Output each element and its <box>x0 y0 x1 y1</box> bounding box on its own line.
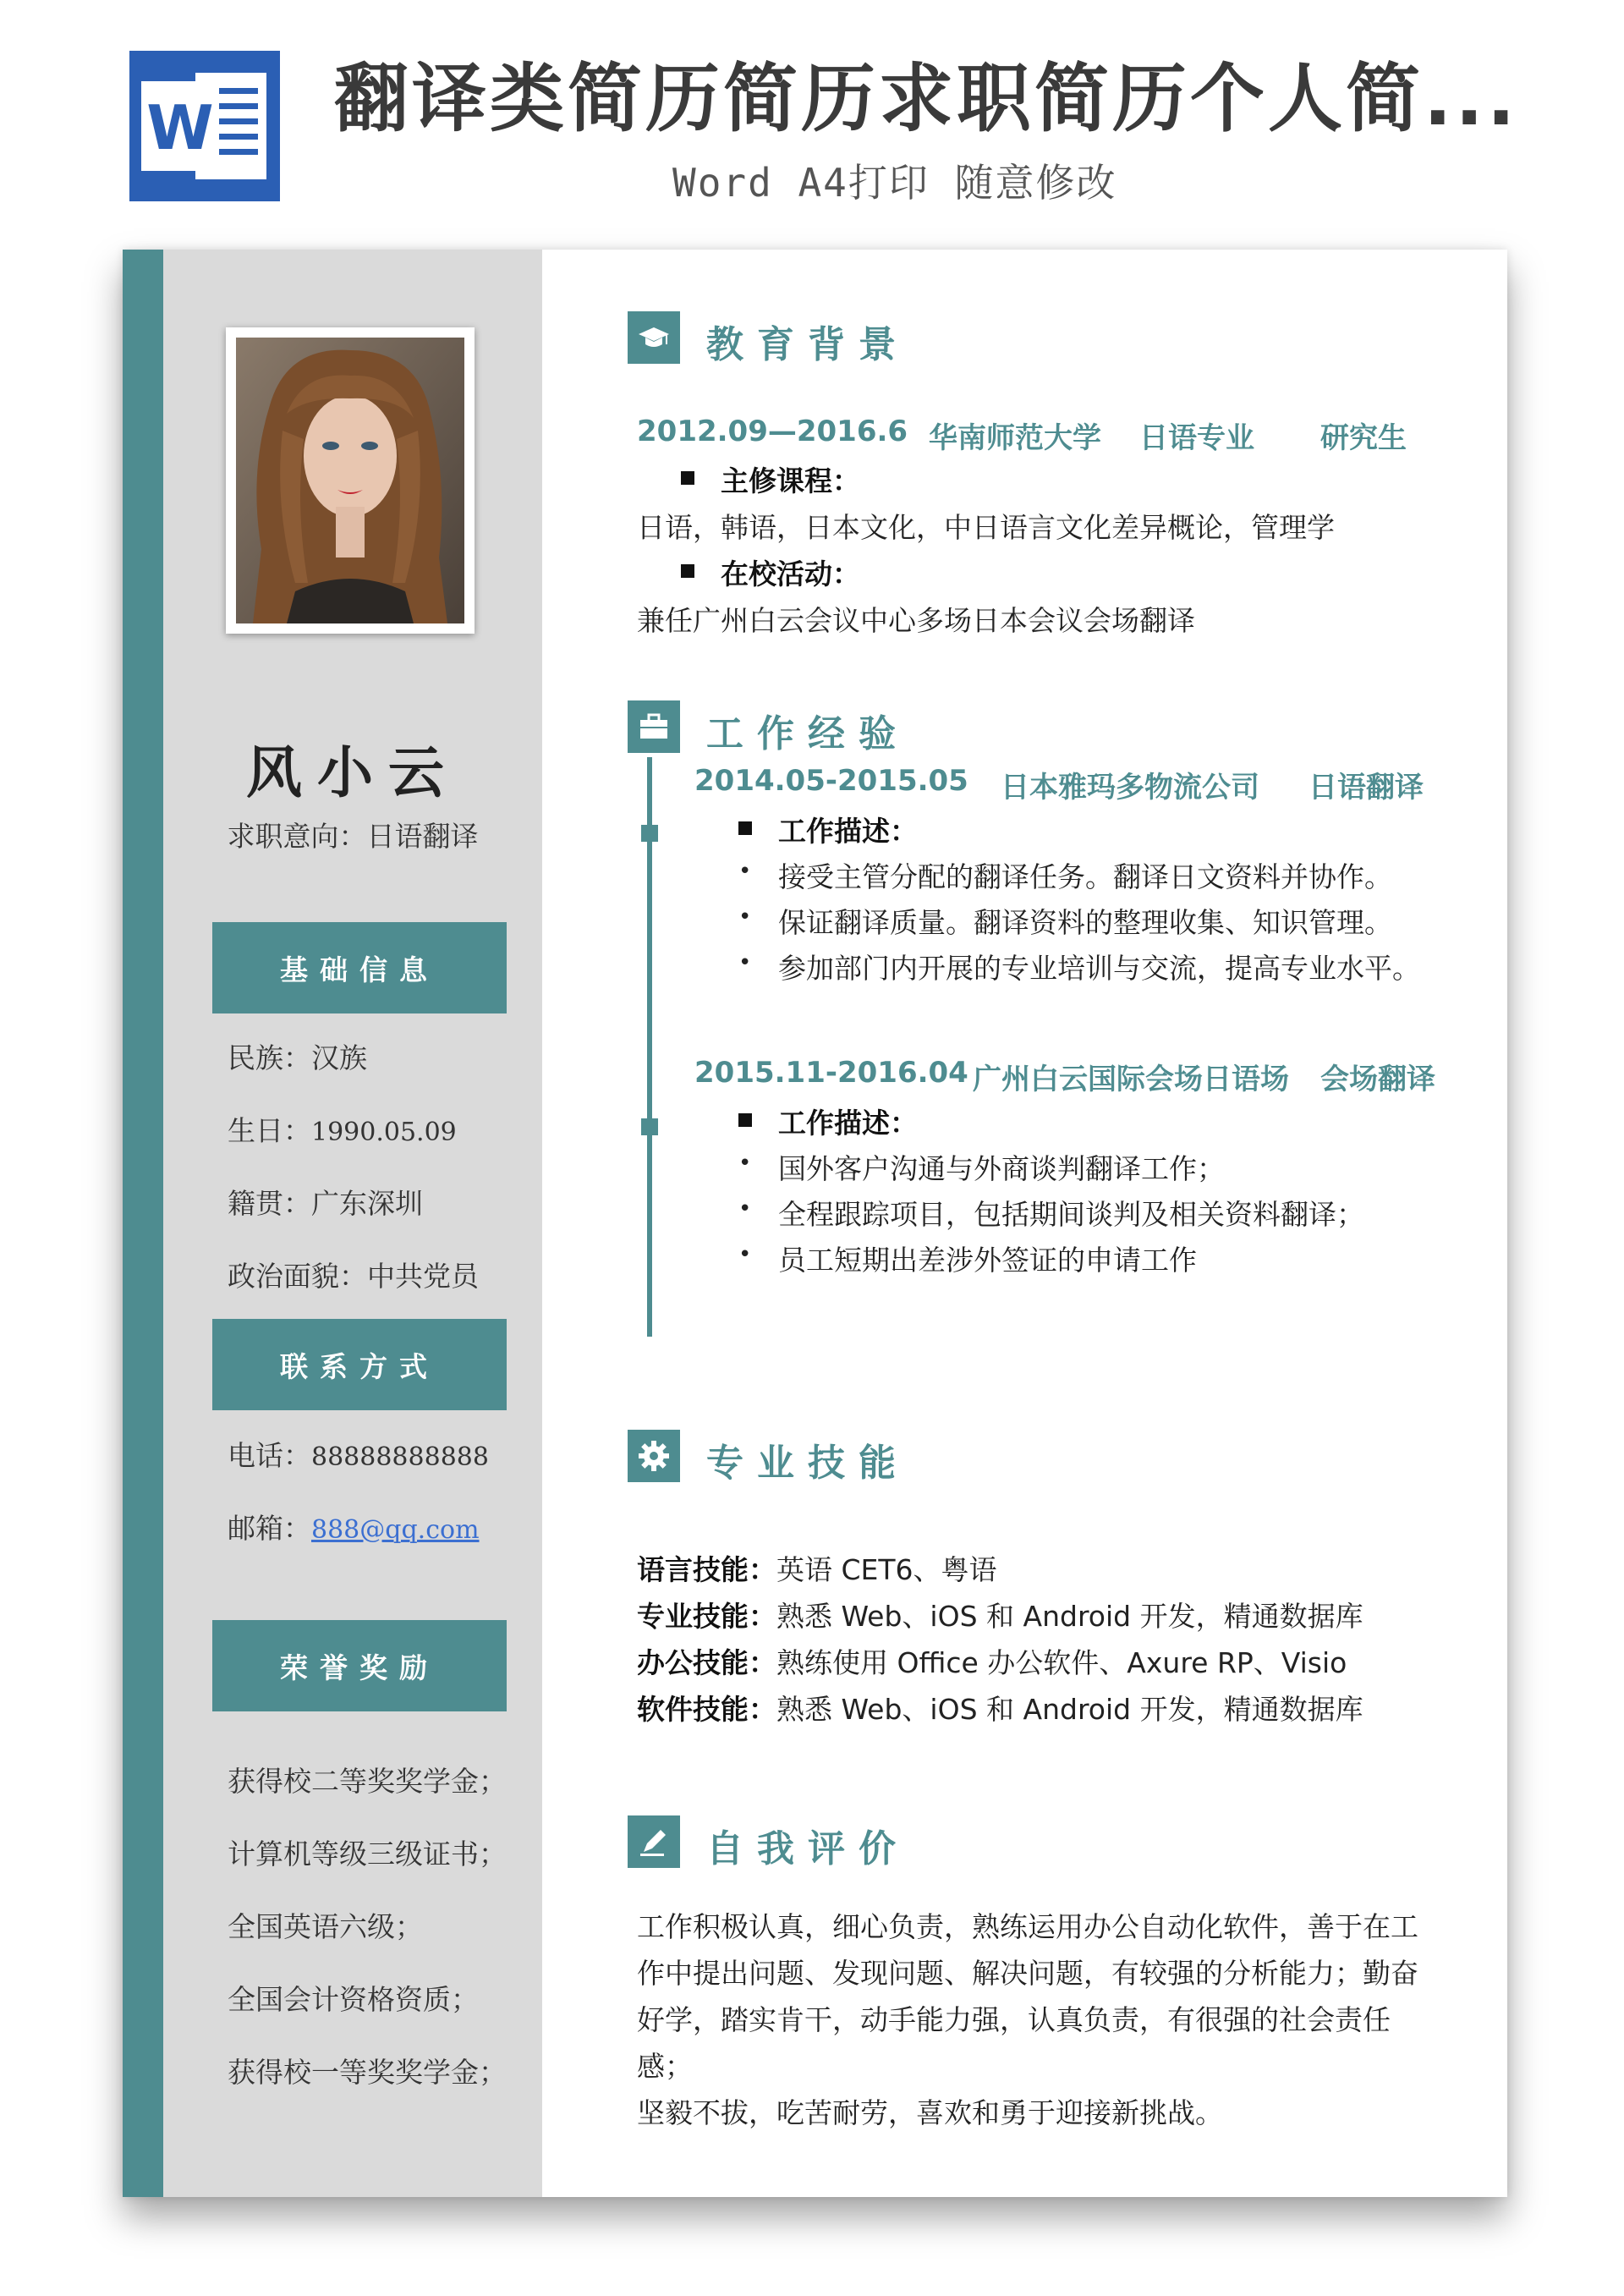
job-duty: 员工短期出差涉外签证的申请工作 <box>778 1244 1197 1277</box>
job-role: 会场翻译 <box>1320 1063 1435 1096</box>
birthday-label: 生日： <box>228 1114 311 1147</box>
basic-info-header: 基础信息 <box>212 922 507 1013</box>
courses-text: 日语，韩语，日本文化，中日语言文化差异概论，管理学 <box>637 511 1335 544</box>
education-period: 2012.09—2016.6 <box>637 415 908 448</box>
dot-bullet: • <box>738 1151 752 1176</box>
job-duty: 全程跟踪项目，包括期间谈判及相关资料翻译； <box>778 1198 1364 1231</box>
dot-bullet: • <box>738 1196 752 1222</box>
education-major: 日语专业 <box>1139 421 1254 455</box>
ethnicity: 民族：汉族 <box>228 1041 367 1074</box>
self-eval-line: 坚毅不拔，吃苦耐劳，喜欢和勇于迎接新挑战。 <box>637 2096 1223 2129</box>
skill-label: 专业技能： <box>637 1600 776 1633</box>
email <box>228 1507 480 1546</box>
phone <box>228 1434 489 1474</box>
honor-item: 计算机等级三级证书； <box>228 1837 507 1870</box>
skill-row <box>637 1595 1363 1634</box>
birthday <box>228 1109 457 1149</box>
education-school: 华南师范大学 <box>929 421 1101 455</box>
birthday-value: 1990.05.09 <box>311 1118 457 1147</box>
skills-title: 专业技能 <box>706 1442 909 1485</box>
document-subtitle: Word A4打印 随意修改 <box>672 160 1117 206</box>
skill-value: 熟悉 Web、iOS 和 Android 开发，精通数据库 <box>776 1600 1363 1633</box>
dot-bullet: • <box>738 859 752 884</box>
education-title: 教育背景 <box>706 323 909 366</box>
job-desc-label: 工作描述： <box>778 1107 918 1140</box>
political-status: 政治面貌：中共党员 <box>228 1260 479 1293</box>
candidate-name: 风小云 <box>246 740 459 805</box>
job-role: 日语翻译 <box>1309 771 1424 805</box>
job-duty: 保证翻译质量。翻译资料的整理收集、知识管理。 <box>778 906 1392 939</box>
dot-bullet: • <box>738 950 752 975</box>
svg-text:W: W <box>146 92 214 163</box>
skill-row <box>637 1688 1363 1727</box>
job-company: 广州白云国际会场日语场 <box>973 1063 1289 1096</box>
honor-item: 全国会计资格资质； <box>228 1983 479 2016</box>
hometown: 籍贯：广东深圳 <box>228 1187 423 1220</box>
skill-value: 熟悉 Web、iOS 和 Android 开发，精通数据库 <box>776 1693 1363 1726</box>
graduation-cap-icon <box>628 311 680 364</box>
dot-bullet: • <box>738 1242 752 1267</box>
briefcase-icon <box>628 700 680 753</box>
phone-label: 电话： <box>228 1439 311 1472</box>
self-eval-line: 好学，踏实肯干，动手能力强，认真负责，有很强的社会责任感； <box>637 2003 1391 2083</box>
skill-label: 语言技能： <box>637 1553 776 1586</box>
job-desc-label: 工作描述： <box>778 815 918 848</box>
phone-value: 88888888888 <box>311 1442 489 1472</box>
activities-label: 在校活动： <box>721 558 860 590</box>
self-eval-text <box>637 1903 1424 2136</box>
self-eval-line: 工作积极认真，细心负责，熟练运用办公自动化软件，善于在工 <box>637 1910 1418 1943</box>
skill-value: 英语 CET6、粤语 <box>776 1553 997 1586</box>
courses-label: 主修课程： <box>721 464 860 497</box>
pen-icon <box>628 1815 680 1868</box>
skill-label: 软件技能： <box>637 1693 776 1726</box>
job-duty: 国外客户沟通与外商谈判翻译工作； <box>778 1152 1225 1185</box>
profile-photo <box>226 327 475 634</box>
skill-row <box>637 1548 997 1588</box>
self-eval-title: 自我评价 <box>706 1827 909 1870</box>
honor-item: 全国英语六级； <box>228 1910 423 1943</box>
skill-value: 熟练使用 Office 办公软件、Axure RP、Visio <box>776 1646 1347 1679</box>
word-app-icon <box>129 51 280 201</box>
education-degree: 研究生 <box>1320 421 1407 455</box>
self-eval-line: 作中提出问题、发现问题、解决问题，有较强的分析能力；勤奋 <box>637 1957 1418 1990</box>
honors-header: 荣誉奖励 <box>212 1620 507 1711</box>
honor-item: 获得校二等奖奖学金； <box>228 1765 507 1798</box>
dot-bullet: • <box>738 904 752 930</box>
job-company: 日本雅玛多物流公司 <box>1001 771 1259 805</box>
job-period: 2014.05-2015.05 <box>694 764 968 798</box>
square-bullet <box>681 564 694 578</box>
square-bullet <box>738 821 752 835</box>
timeline-line <box>647 757 652 1337</box>
honor-item: 获得校一等奖奖学金； <box>228 2056 507 2089</box>
document-title: 翻译类简历简历求职简历个人简... <box>334 55 1519 142</box>
skill-row <box>637 1641 1347 1681</box>
gear-icon <box>628 1430 680 1482</box>
square-bullet <box>681 471 694 485</box>
contact-header: 联系方式 <box>212 1319 507 1410</box>
job-duty: 参加部门内开展的专业培训与交流，提高专业水平。 <box>778 952 1420 985</box>
work-title: 工作经验 <box>706 712 909 755</box>
accent-bar <box>123 250 163 2197</box>
timeline-node <box>641 825 658 842</box>
job-period: 2015.11-2016.04 <box>694 1056 968 1090</box>
activities-text: 兼任广州白云会议中心多场日本会议会场翻译 <box>637 604 1195 637</box>
job-duty: 接受主管分配的翻译任务。翻译日文资料并协作。 <box>778 860 1392 893</box>
timeline-node <box>641 1118 658 1135</box>
email-link[interactable]: 888@qq.com <box>311 1515 480 1545</box>
square-bullet <box>738 1113 752 1127</box>
resume-page <box>123 250 1507 2197</box>
job-intent: 求职意向：日语翻译 <box>227 820 479 853</box>
email-label: 邮箱： <box>228 1512 311 1545</box>
skill-label: 办公技能： <box>637 1646 776 1679</box>
